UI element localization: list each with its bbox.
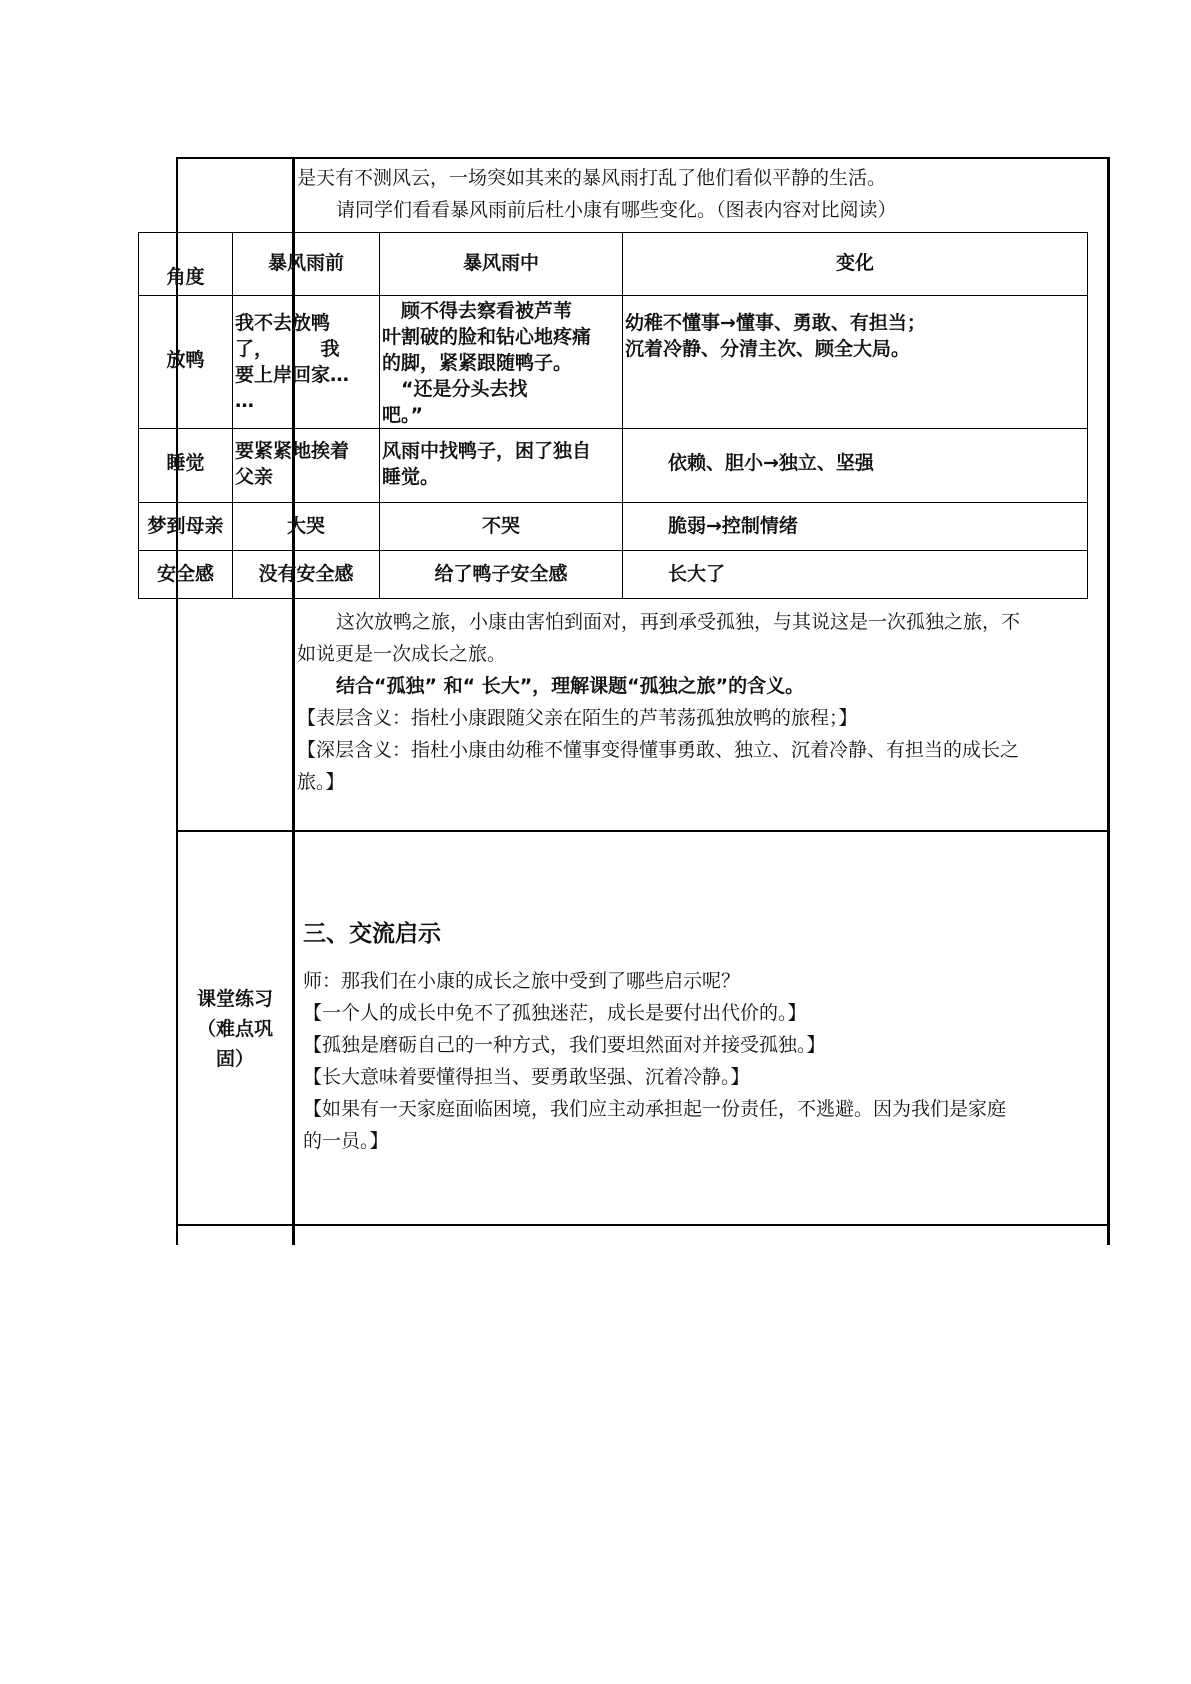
table-row1-bottom: [138, 428, 1088, 429]
row-divider: [176, 830, 1110, 832]
row1-during: 顾不得去察看被芦苇 叶割破的脸和钻心地疼痛 的脚，紧紧跟随鸭子。 “还是分头去找 吧。”: [382, 300, 592, 426]
table-row2-bottom: [138, 502, 1088, 503]
after-line-4: 【表层含义：指杜小康跟随父亲在陌生的芦苇荡孤独放鸭的旅程；】: [297, 707, 858, 729]
row4-angle: 安全感: [156, 563, 214, 585]
section-question: 师：那我们在小康的成长之旅中受到了哪些启示呢？: [303, 970, 741, 992]
after-line-5: 【深层含义：指杜小康由幼稚不懂事变得懂事勇敢、独立、沉着冷静、有担当的成长之: [297, 739, 1020, 761]
intro-line-2: 请同学们看看暴风雨前后杜小康有哪些变化。（图表内容对比阅读）: [336, 199, 897, 221]
row3-before: 大哭: [286, 515, 325, 537]
section-heading: 三、交流启示: [303, 921, 441, 947]
row4-change: 长大了: [668, 563, 726, 585]
section-point-2: 【孤独是磨砺自己的一种方式，我们要坦然面对并接受孤独。】: [303, 1034, 826, 1056]
after-line-1: 这次放鸭之旅，小康由害怕到面对，再到承受孤独，与其说这是一次孤独之旅，不: [336, 611, 1021, 633]
table-col-divider-3: [622, 232, 623, 599]
after-line-2: 如说更是一次成长之旅。: [297, 643, 507, 665]
after-line-6: 旅。】: [297, 771, 345, 793]
table-col-divider-2: [379, 232, 380, 599]
row3-angle: 梦到母亲: [147, 515, 224, 537]
row1-change: 幼稚不懂事→懂事、勇敢、有担当； 沉着冷静、分清主次、顾全大局。: [625, 312, 926, 360]
section-point-3: 【长大意味着要懂得担当、要勇敢坚强、沉着冷静。】: [303, 1066, 750, 1088]
row2-change: 依赖、胆小→独立、坚强: [668, 452, 874, 474]
header-before-storm: 暴风雨前: [267, 252, 344, 274]
row3-change: 脆弱→控制情绪: [668, 515, 798, 537]
section-side-label: 课堂练习 （难点巩 固）: [196, 988, 273, 1070]
table-row3-bottom: [138, 550, 1088, 551]
table-right-border: [1087, 232, 1088, 599]
outer-top-border: [176, 157, 1110, 159]
row1-before: 我不去放鸭 了， 我 要上岸回家… …: [235, 312, 350, 412]
header-angle: 角度: [166, 266, 205, 288]
section-point-1: 【一个人的成长中免不了孤独迷茫，成长是要付出代价的。】: [303, 1002, 807, 1024]
outer-right-border: [1107, 157, 1110, 1245]
outer-bottom-border: [176, 1224, 1110, 1226]
row3-during: 不哭: [481, 515, 520, 537]
row2-during: 风雨中找鸭子，困了独自 睡觉。: [382, 440, 592, 488]
header-change: 变化: [835, 252, 874, 274]
table-col-divider-1: [232, 232, 233, 599]
section-point-4: 【如果有一天家庭面临困境，我们应主动承担起一份责任，不逃避。因为我们是家庭: [303, 1098, 1007, 1120]
table-header-bottom: [138, 295, 1088, 296]
row1-angle: 放鸭: [166, 349, 205, 371]
row4-before: 没有安全感: [258, 563, 354, 585]
table-top-border: [138, 232, 1088, 233]
header-during-storm: 暴风雨中: [462, 252, 539, 274]
intro-line-1: 是天有不测风云，一场突如其来的暴风雨打乱了他们看似平静的生活。: [297, 167, 887, 189]
section-point-5: 的一员。】: [303, 1130, 389, 1152]
after-line-3: 结合“孤独” 和“ 长大”，理解课题“孤独之旅”的含义。: [336, 675, 805, 697]
row4-during: 给了鸭子安全感: [434, 563, 568, 585]
table-bottom-border: [138, 598, 1088, 599]
outer-left-border: [176, 157, 178, 1245]
row2-before: 要紧紧地挨着 父亲: [235, 440, 350, 488]
row2-angle: 睡觉: [166, 452, 205, 474]
